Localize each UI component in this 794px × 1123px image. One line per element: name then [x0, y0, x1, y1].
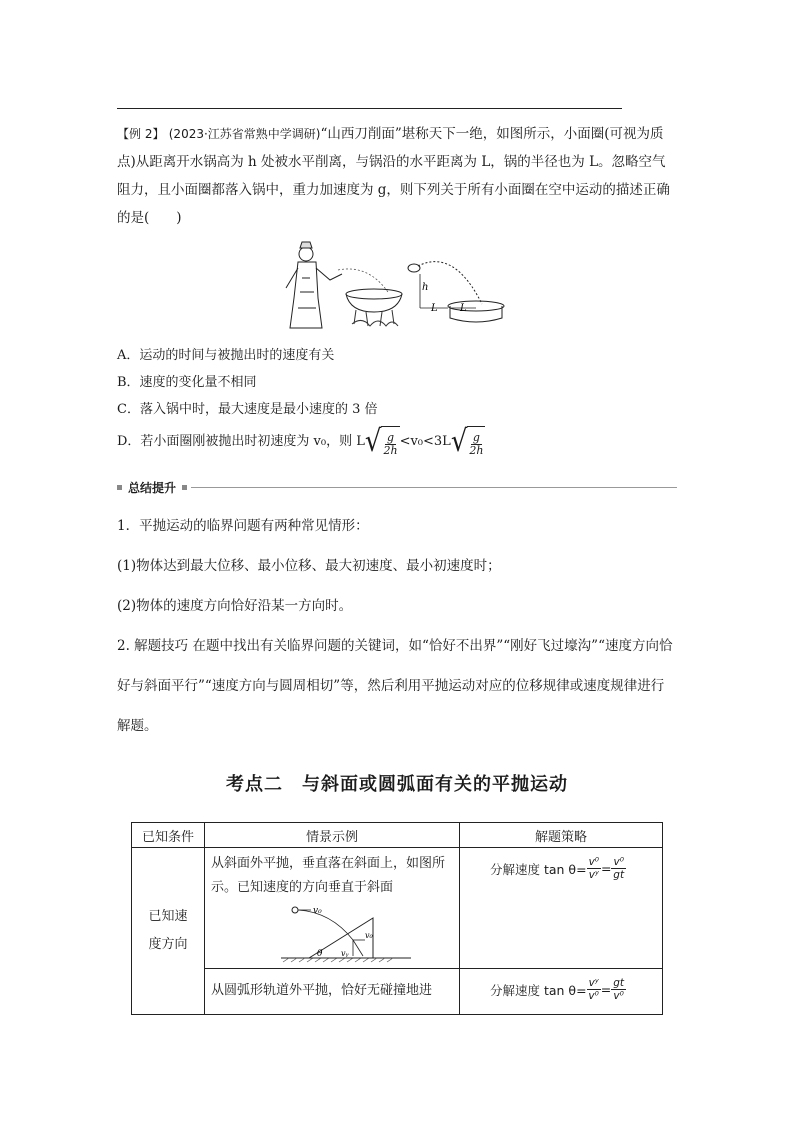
summary-p3: (2)物体的速度方向恰好沿某一方向时。 — [117, 598, 353, 614]
strategy-cell-1 — [460, 848, 663, 969]
fig-label-theta: θ — [317, 949, 323, 959]
strategy-formula-2: 分解速度 tan θ= $\frac{\text{vʸ}}{\text{v⁰}}$ = $\frac{gt}{\text{v⁰}}$ — [490, 977, 624, 1002]
label-L2: L — [460, 303, 467, 314]
header-strategy: 解题策略 — [460, 823, 663, 848]
scene-cell-2 — [205, 969, 460, 1015]
top-rule — [117, 108, 622, 109]
label-L1: L — [431, 303, 438, 314]
incline-figure — [281, 900, 411, 964]
example-source: (2023·江苏省常熟中学调研) — [168, 127, 321, 141]
sqrt-expression-2: √ $\frac{g}{2h}$ — [450, 424, 484, 459]
table-row — [132, 848, 663, 969]
option-a: A．运动的时间与被抛出时的速度有关 — [117, 348, 335, 363]
left-pot — [346, 289, 402, 326]
option-c: C．落入锅中时，最大速度是最小速度的 3 倍 — [117, 402, 378, 417]
fig-label-v0: v₀ — [313, 906, 322, 916]
fig-label-vx: v₀ — [365, 931, 373, 940]
strategy-prefix-2: 分解速度 tan θ= — [490, 982, 587, 998]
sqrt-expression-1: √ $\frac{g}{2h}$ — [364, 424, 398, 459]
summary-p2: (1)物体达到最大位移、最小位移、最大初速度、最小初速度时； — [117, 558, 501, 574]
option-d-prefix: D．若小面圈刚被抛出时初速度为 v₀，则 L — [117, 433, 365, 449]
fig-label-vy: vᵧ — [341, 949, 349, 958]
table-row — [132, 969, 663, 1015]
frac-den-2: 2h — [469, 444, 484, 457]
strategy1-f2-num: v⁰ — [613, 856, 624, 868]
condition-line-1: 已知速 — [148, 909, 188, 924]
summary-square-icon — [117, 485, 122, 490]
noodle-illustration — [278, 238, 518, 334]
condition-cell — [132, 848, 205, 1015]
condition-line-2: 度方向 — [148, 937, 188, 952]
scene-text-1: 从斜面外平抛，垂直落在斜面上，如图所示。已知速度的方向垂直于斜面 — [211, 856, 446, 895]
summary-square-icon-right — [182, 485, 187, 490]
header-condition: 已知条件 — [132, 823, 205, 848]
header-scene: 情景示例 — [205, 823, 460, 848]
strategy-prefix-1: 分解速度 tan θ= — [490, 861, 587, 877]
chef-figure — [286, 242, 342, 328]
summary-header — [117, 479, 677, 495]
example-text: “山西刀削面”堪称天下一绝，如图所示，小面圈(可视为质点)从距离开水锅高为 h 处被水平削离，与锅沿的水平距离为 L，锅的半径也为 L。忽略空气阻力，且小面圈都落入锅中，重力加速度为 g，则下列关于所有小面圈在空中运动的描述正确的是( ) — [117, 126, 670, 226]
strategy-table — [131, 822, 663, 1015]
option-d-mid: <v₀<3L — [399, 433, 451, 449]
frac-num-1: g — [386, 431, 395, 444]
summary-p4: 2. 解题技巧 在题中找出有关临界问题的关键词，如“恰好不出界”“刚好飞过壕沟”“速度方向恰好与斜面平行”“速度方向与圆周相切”等，然后利用平抛运动对应的位移规律或速度规律进行解题。 — [117, 638, 673, 734]
strategy-formula-1: 分解速度 tan θ= $\frac{\text{v⁰}}{\text{vʸ}}$ = $\frac{\text{v⁰}}{gt}$ — [490, 856, 625, 881]
summary-rule — [191, 487, 677, 488]
frac-num-2: g — [472, 431, 480, 444]
summary-title: 总结提升 — [128, 480, 177, 495]
strategy-cell-2 — [460, 969, 663, 1015]
example-tag: 【例 2】 — [117, 127, 165, 141]
strategy1-f1-den: vʸ — [588, 869, 599, 881]
option-b: B．速度的变化量不相同 — [117, 375, 257, 390]
section-title: 考点二 与斜面或圆弧面有关的平抛运动 — [226, 774, 568, 795]
frac-den-1: 2h — [383, 444, 398, 457]
strategy2-f1-num: vʸ — [588, 977, 599, 989]
strategy1-f1-num: v⁰ — [588, 856, 599, 868]
example-question — [117, 120, 677, 232]
scene-cell-1 — [205, 848, 460, 969]
summary-p1: 1．平抛运动的临界问题有两种常见情形： — [117, 518, 369, 534]
scene-text-2: 从圆弧形轨道外平抛，恰好无碰撞地进 — [211, 983, 433, 998]
strategy1-f2-den: gt — [613, 869, 625, 881]
strategy2-f2-num: gt — [613, 977, 624, 989]
label-h: h — [422, 282, 429, 293]
table-header-row — [132, 823, 663, 848]
strategy2-f1-den: v⁰ — [588, 990, 599, 1002]
strategy2-f2-den: v⁰ — [613, 990, 624, 1002]
option-d — [117, 426, 485, 457]
